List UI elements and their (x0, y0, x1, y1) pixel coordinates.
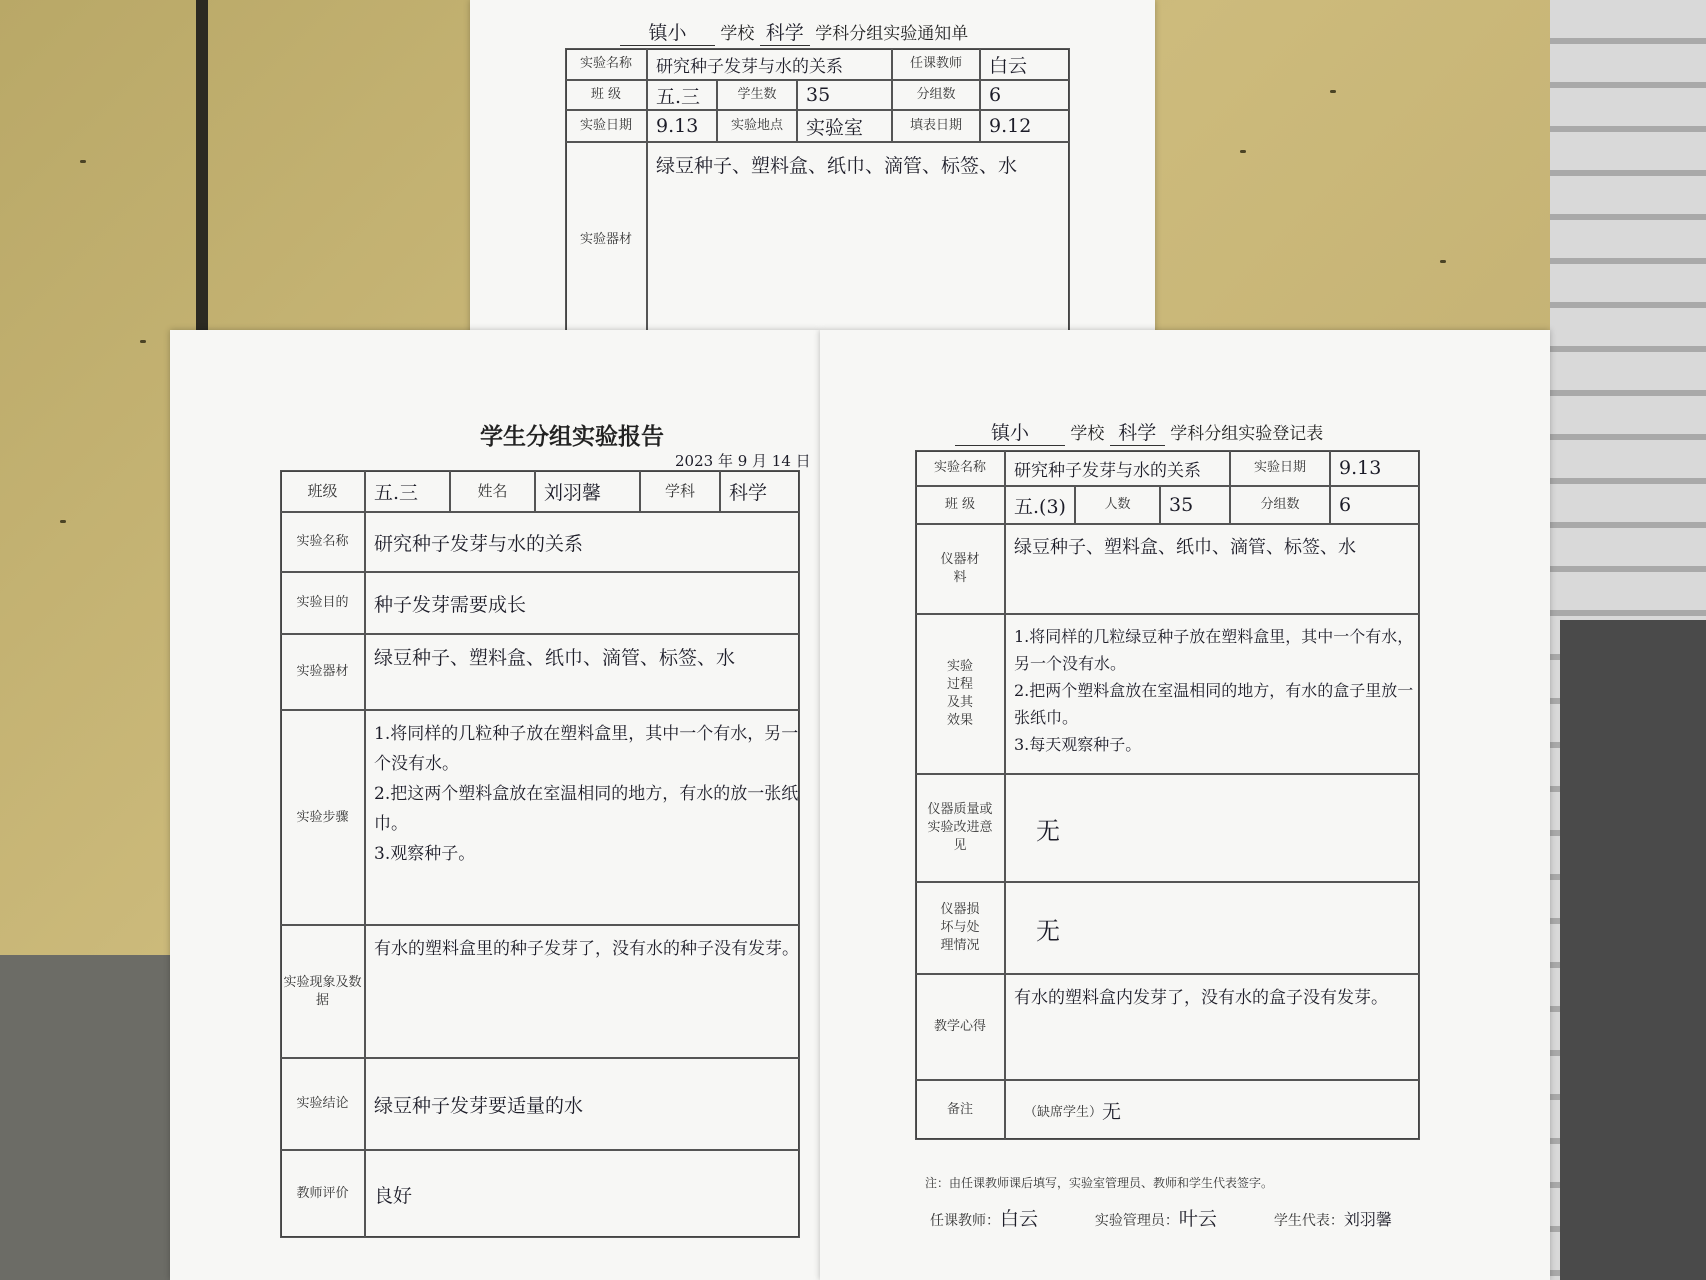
register-label-quality: 仪器质量或实验改进意见 (915, 774, 1005, 882)
register-label-reflection: 教学心得 (915, 974, 1005, 1080)
report-label-name: 姓名 (450, 470, 535, 512)
register-count: 35 (1169, 494, 1194, 516)
notice-date: 9.13 (656, 115, 699, 137)
report-steps: 1.将同样的几粒种子放在塑料盒里，其中一个有水，另一个没有水。 2.把这两个塑料盒放在室温相同的地方，有水的放一张纸巾。 3.观察种子。 (374, 724, 799, 864)
register-label-remarks: 备注 (915, 1080, 1005, 1140)
register-label-class: 班 级 (915, 486, 1005, 524)
notice-label-place: 实验地点 (717, 110, 797, 142)
table-crack (196, 0, 208, 380)
register-subject: 科学 (1110, 418, 1165, 446)
notice-label-exp-name: 实验名称 (565, 48, 647, 80)
register-reflection: 有水的塑料盒内发芽了，没有水的盒子没有发芽。 (1014, 988, 1388, 1008)
notice-label-date: 实验日期 (565, 110, 647, 142)
report-title: 学生分组实验报告 (480, 424, 664, 450)
report-phenomenon: 有水的塑料盒里的种子发芽了，没有水的种子没有发芽。 (374, 939, 799, 959)
report-subject: 科学 (729, 481, 768, 504)
register-absent: 无 (1102, 1100, 1122, 1123)
register-footnote: 注：由任课教师课后填写，实验室管理员、教师和学生代表签字。 (925, 1176, 1274, 1190)
notice-doc-title: 学科分组实验通知单 (815, 24, 969, 44)
notice-label-fill-date: 填表日期 (892, 110, 980, 142)
report-exp-name: 研究种子发芽与水的关系 (374, 532, 584, 555)
notice-school-suffix: 学校 (720, 24, 755, 44)
register-school: 镇小 (955, 418, 1065, 446)
register-label-damage: 仪器损坏与处理情况 (915, 882, 1005, 974)
notice-label-groups: 分组数 (892, 80, 980, 110)
notice-teacher: 白云 (989, 54, 1028, 77)
report-sheet (170, 330, 820, 1280)
sig-student-label: 学生代表： (1273, 1213, 1344, 1229)
report-materials: 绿豆种子、塑料盒、纸巾、滴管、标签、水 (374, 647, 736, 669)
notice-school: 镇小 (620, 18, 715, 46)
report-conclusion: 绿豆种子发芽要适量的水 (374, 1094, 584, 1117)
notice-label-materials: 实验器材 (565, 142, 647, 338)
register-exp-date: 9.13 (1339, 457, 1382, 479)
report-label-evaluation: 教师评价 (280, 1150, 365, 1238)
notice-heading (620, 18, 968, 46)
sig-teacher-label: 任课教师： (930, 1213, 1000, 1229)
notice-label-class: 班 级 (565, 80, 647, 110)
report-evaluation: 良好 (374, 1184, 413, 1207)
notice-students: 35 (806, 84, 831, 106)
register-doc-title: 学科分组实验登记表 (1170, 424, 1324, 444)
report-label-purpose: 实验目的 (280, 572, 365, 634)
register-materials: 绿豆种子、塑料盒、纸巾、滴管、标签、水 (1014, 537, 1356, 558)
notice-groups: 6 (989, 84, 1002, 106)
report-name: 刘羽馨 (544, 481, 602, 504)
report-label-exp-name: 实验名称 (280, 512, 365, 572)
register-groups: 6 (1339, 494, 1352, 516)
notice-exp-name: 研究种子发芽与水的关系 (656, 56, 843, 77)
register-label-count: 人数 (1075, 486, 1160, 524)
notice-subject: 科学 (760, 18, 810, 46)
register-sheet (820, 330, 1550, 1280)
register-quality: 无 (1036, 816, 1060, 845)
report-date: 2023 年 9 月 14 日 (675, 452, 811, 470)
report-label-phenomenon: 实验现象及数据 (280, 925, 365, 1058)
register-label-exp-name: 实验名称 (915, 450, 1005, 486)
notice-class: 五.三 (656, 85, 701, 108)
notice-materials: 绿豆种子、塑料盒、纸巾、滴管、标签、水 (656, 155, 1018, 177)
report-class: 五.三 (374, 481, 419, 504)
notice-label-teacher: 任课教师 (892, 48, 980, 80)
register-label-process: 实验过程及其效果 (915, 614, 1005, 774)
register-class: 五.(3) (1014, 495, 1066, 518)
register-school-suffix: 学校 (1070, 424, 1105, 444)
sig-student: 刘羽馨 (1343, 1210, 1392, 1229)
report-purpose: 种子发芽需要成长 (374, 593, 527, 616)
register-damage: 无 (1036, 916, 1060, 945)
notice-label-students: 学生数 (717, 80, 797, 110)
sig-teacher: 白云 (1000, 1208, 1039, 1230)
register-label-exp-date: 实验日期 (1230, 450, 1330, 486)
dark-corner (1560, 620, 1706, 1280)
notice-place: 实验室 (806, 116, 864, 139)
report-label-conclusion: 实验结论 (280, 1058, 365, 1150)
sig-admin-label: 实验管理员： (1094, 1213, 1179, 1229)
report-label-materials: 实验器材 (280, 634, 365, 710)
register-label-materials: 仪器材料 (915, 524, 1005, 614)
register-exp-name: 研究种子发芽与水的关系 (1014, 460, 1201, 481)
sig-admin: 叶云 (1178, 1208, 1217, 1230)
register-process: 1.将同样的几粒绿豆种子放在塑料盒里，其中一个有水，另一个没有水。 2.把两个塑料盒放在室温相同的地方，有水的盒子里放一张纸巾。 3.每天观察种子。 (1014, 627, 1414, 754)
register-heading (955, 418, 1323, 446)
register-label-groups: 分组数 (1230, 486, 1330, 524)
register-absent-label: （缺席学生） (1024, 1104, 1103, 1120)
report-label-steps: 实验步骤 (280, 710, 365, 925)
notice-fill-date: 9.12 (989, 115, 1032, 137)
register-signatures (930, 1204, 1430, 1231)
report-label-subject: 学科 (640, 470, 720, 512)
report-label-class: 班级 (280, 470, 365, 512)
